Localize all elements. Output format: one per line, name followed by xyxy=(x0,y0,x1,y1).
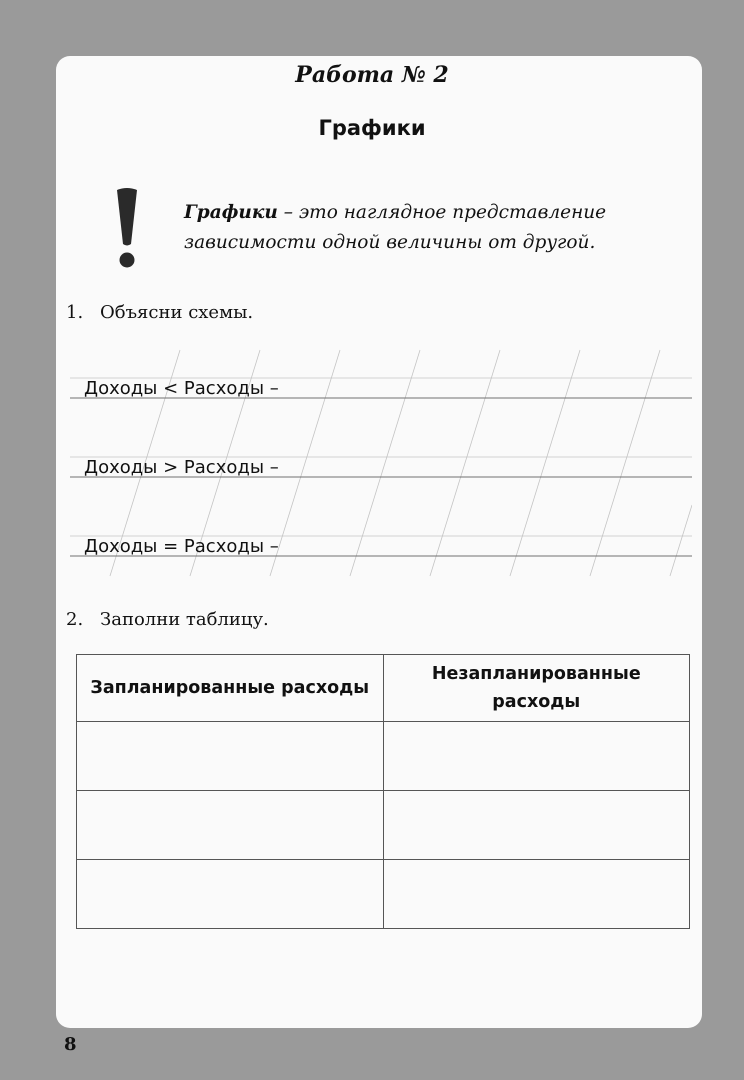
exclamation-icon xyxy=(112,186,142,270)
task-2-text: Заполни таблицу. xyxy=(100,609,269,630)
definition-text xyxy=(184,198,684,258)
scheme-income-equals-expenses: Доходы = Расходы – xyxy=(84,536,279,557)
section-title: Графики xyxy=(318,116,426,140)
table-header-row xyxy=(77,655,690,722)
table-row xyxy=(77,722,690,791)
header-unplanned-expenses: Незапланированные расходы xyxy=(383,655,690,722)
scheme-income-greater-expenses: Доходы > Расходы – xyxy=(84,457,279,478)
table-cell-planned[interactable] xyxy=(77,791,384,860)
definition-term: Графики xyxy=(184,202,278,223)
table-cell-unplanned[interactable] xyxy=(383,860,690,929)
header-planned-expenses: Запланированные расходы xyxy=(77,655,384,722)
task-1-number: 1. xyxy=(66,302,84,323)
task-2 xyxy=(66,609,269,630)
scheme-income-less-expenses: Доходы < Расходы – xyxy=(84,378,279,399)
table-cell-planned[interactable] xyxy=(77,860,384,929)
work-title: Работа № 2 xyxy=(295,62,449,88)
table-cell-unplanned[interactable] xyxy=(383,722,690,791)
task-1 xyxy=(66,302,253,323)
page-number: 8 xyxy=(64,1034,77,1055)
expenses-table xyxy=(76,654,690,929)
task-2-number: 2. xyxy=(66,609,84,630)
definition-body: – это наглядное представление зависимости одной величины от другой. xyxy=(184,202,607,253)
table-row xyxy=(77,860,690,929)
task-1-text: Объясни схемы. xyxy=(100,302,254,323)
table-cell-unplanned[interactable] xyxy=(383,791,690,860)
table-cell-planned[interactable] xyxy=(77,722,384,791)
table-row xyxy=(77,791,690,860)
